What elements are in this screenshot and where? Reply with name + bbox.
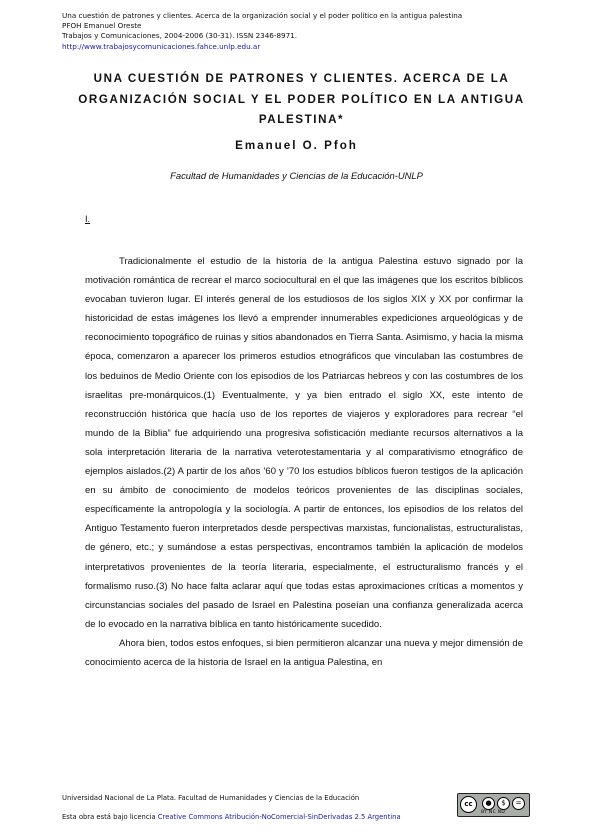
nc-dollar-icon: $ — [497, 797, 510, 810]
author-affiliation: Facultad de Humanidades y Ciencias de la Educación-UNLP — [170, 170, 423, 181]
cc-badge-labels: BY NC ND — [481, 810, 506, 815]
header-author-line: PFOH Emanuel Oreste — [62, 21, 142, 31]
license-prefix: Esta obra está bajo licencia — [62, 813, 156, 821]
creative-commons-badge[interactable] — [457, 793, 530, 817]
header-url-link[interactable]: http://www.trabajosycomunicaciones.fahce.unlp.edu.ar — [62, 41, 261, 51]
header-title-line: Una cuestión de patrones y clientes. Acerca de la organización social y el poder político en la antigua palestina — [62, 11, 463, 20]
header-journal-line: Trabajos y Comunicaciones, 2004-2006 (30-31). ISSN 2346-8971. — [62, 31, 298, 41]
body-paragraph: Ahora bien, todos estos enfoques, si bien permitieron alcanzar una nueva y mejor dimensión de conocimiento acerca de la historia de Israel en la antigua Palestina, en — [85, 637, 523, 668]
footer-license — [62, 813, 401, 821]
running-header — [62, 11, 542, 52]
section-heading: I. — [85, 214, 91, 224]
article-body — [85, 252, 523, 672]
body-paragraph: Tradicionalmente el estudio de la historia de la antigua Palestina estuvo signado por la motivación romántica de recrear el marco sociocultural en el que las imágenes que los escritos bíblicos evocaban tuvieron lugar. El interés general de los estudiosos de los siglos XIX y XX por confirmar la historicidad de estas imágenes los llevó a emprender innumerables expediciones arqueológicas y de reconocimiento topográfico de ruinas y sitios abandonados en Tierra Santa. Asimismo, y hacia la misma época, comenzaron a aparecer los primeros estudios etnográficos que vinculaban las costumbres de los beduinos de Medio Oriente con los episodios de los Patriarcas hebreos y con las costumbres de los israelitas pre-monárquicos.(1) Eventualmente, y ya bien entrado el siglo XX, este intento de reconstrucción histórica que hacía uso de los reportes de viajeros y exploradores para recrear “el mundo de la Biblia” fue adquiriendo una progresiva sofisticación mediante recursos alternativos a la sola interpretación literaria de la narrativa veterotestamentaria y al comparativismo etnográfico de ejemplos aislados.(2) A partir de los años ’60 y ’70 los estudios bíblicos fueron testigos de la aplicación en su ámbito de conocimiento de modelos teóricos provenientes de las disciplinas sociales, específicamente la antropología y la sociología. A partir de entonces, los episodios de los relatos del Antiguo Testamento fueron interpretados desde perspectivas marxistas, funcionalistas, estructuralistas, de género, etc.; y sumándose a estas perspectivas, encontramos también la aplicación de modelos interpretativos provenientes de la teoría literaria, especialmente, el estructuralismo francés y el formalismo ruso.(3) No hace falta aclarar aquí que todas estas aproximaciones críticas a momentos y circunstancias sociales del pasado de Israel en Palestina poseían una confianza generalizada acerca de lo evocado en la narrativa bíblica en tanto históricamente sucedido. — [85, 256, 523, 630]
license-link[interactable]: Creative Commons Atribución-NoComercial-SinDerivadas 2.5 Argentina — [157, 813, 401, 821]
footer-institution: Universidad Nacional de La Plata. Facultad de Humanidades y Ciencias de la Educación — [62, 794, 360, 802]
cc-icon: cc — [460, 796, 477, 813]
article-author: Emanuel O. Pfoh — [235, 139, 358, 152]
by-person-icon: ● — [482, 797, 495, 810]
nd-equals-icon: = — [512, 797, 525, 810]
article-title: UNA CUESTIÓN DE PATRONES Y CLIENTES. ACERCA DE LA ORGANIZACIÓN SOCIAL Y EL PODER POLÍTICO EN LA ANTIGUA PALESTINA* — [78, 72, 525, 126]
